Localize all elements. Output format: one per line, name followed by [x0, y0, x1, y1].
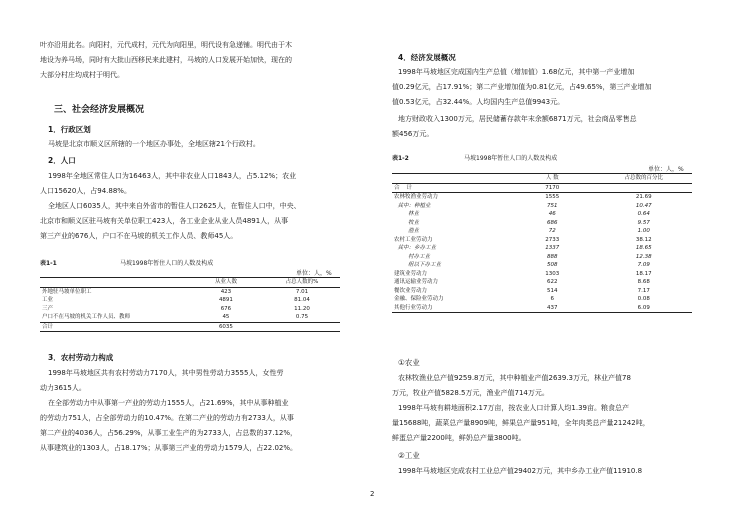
table-cell: 合计 [42, 323, 54, 330]
table-cell: 合 计 [394, 184, 412, 191]
table-row [392, 287, 692, 296]
paragraph-line: 1998年马坡地区完成农村工业总产值29402万元，其中乡办工业产值11910.8 [398, 467, 643, 475]
table-cell: 7.17 [637, 287, 650, 294]
subsection-title: ①农业 [398, 358, 420, 367]
table-cell: 户口不在马坡的机关工作人员、教师 [42, 314, 131, 320]
table-row [40, 322, 340, 332]
table-cell: 45 [222, 314, 230, 320]
paragraph-line: 量15688吨，蔬菜总产量8909吨，鲜果总产量951吨，全年肉类总产量21242吨， [392, 419, 650, 427]
table-unit: 单位：人，% [648, 166, 684, 173]
paragraph-line: 1998年马坡地区共有农村劳动力7170人，其中男性劳动力3555人，女性劳 [48, 369, 284, 377]
table-caption-number: 表1-2 [392, 155, 409, 162]
table-cell: 7.01 [295, 288, 309, 295]
table-row [40, 287, 340, 296]
table-header: 人 数 [545, 175, 559, 181]
table-cell: 金融、保险业劳动力 [394, 296, 444, 302]
labor-table-body [392, 183, 692, 313]
table-cell: 38.12 [635, 236, 652, 243]
table-cell: 其中：乡办工业 [394, 245, 436, 251]
table-row [40, 296, 340, 305]
table-cell: 0.75 [295, 314, 309, 320]
table-row [392, 304, 692, 313]
table-cell: 423 [220, 288, 232, 295]
table-cell: 4891 [218, 297, 233, 303]
table-cell: 村办工业 [394, 253, 430, 260]
table-row [40, 305, 340, 314]
table-cell: 建筑业劳动力 [394, 270, 428, 277]
table-row [392, 236, 692, 245]
table-cell: 18.17 [635, 270, 652, 277]
table-cell: 1337 [545, 245, 560, 251]
table-cell: 6.09 [637, 304, 650, 311]
table-cell: 林业 [394, 211, 419, 217]
paragraph-line: 万元，牧业产值5828.5万元，渔业产值714万元。 [392, 389, 549, 397]
paragraph-line: 1998年马坡地区完成国内生产总值（增加值）1.68亿元，其中第一产业增加 [398, 68, 635, 76]
table-cell: 0.64 [637, 211, 650, 217]
page-number: 2 [370, 490, 375, 498]
paragraph-line: 的劳动力751人，占全部劳动力的10.47%。在第二产业的劳动力有2733人，从事 [40, 414, 294, 422]
table-cell: 6035 [218, 323, 233, 330]
table-cell: 686 [547, 219, 558, 226]
paragraph-line: 人口15620人，占94.88%。 [40, 187, 131, 195]
table-cell: 11.20 [294, 305, 310, 312]
table-cell: 81.04 [294, 297, 310, 303]
paragraph-line: 1998年全地区常住人口为16463人，其中非农业人口1843人，占5.12%；农业 [48, 172, 297, 180]
table-cell: 7.09 [637, 262, 650, 268]
table-caption: 马坡1998年暂住人口的人数及构成 [120, 260, 214, 267]
paragraph: 马坡是北京市顺义区所辖的一个地区办事处，全地区辖21个行政村。 [48, 140, 260, 148]
table-cell: 外地驻马坡单位职工 [42, 288, 92, 295]
paragraph-line: 地方财政收入1300万元，居民储蓄存款年末余额6871万元，社会商品零售总 [398, 115, 637, 123]
table-header [392, 174, 509, 184]
table-cell: 10.47 [635, 202, 652, 209]
table-cell: 46 [548, 211, 556, 217]
table-cell: 9.57 [637, 219, 650, 226]
table-row [392, 261, 692, 270]
table-cell: 7170 [545, 184, 560, 191]
paragraph-line: 全地区人口6035人，其中来自外省市的暂住人口2625人，在暂住人口中，中央、 [48, 202, 301, 210]
table-row [392, 295, 692, 304]
paragraph-line: 北京市和顺义区驻马坡有关单位职工423人，各工业企业从业人员4891人，从事 [40, 217, 289, 225]
table-cell: 通讯运输业劳动力 [394, 279, 439, 285]
intro-line: 大部分村庄均成村于明代。 [40, 71, 124, 79]
table-cell [264, 322, 340, 332]
table-cell: 组以下办工业 [394, 262, 441, 268]
table-cell: 餐饮业劳动力 [394, 287, 428, 294]
table-row [392, 193, 692, 202]
table-row [40, 313, 340, 322]
paragraph-line: 额456万元。 [392, 130, 434, 138]
paragraph-line: 在全部劳动力中从事第一产业的劳动力1555人，占21.69%，其中从事种植业 [48, 399, 289, 407]
table-cell: 农村工业劳动力 [394, 236, 433, 243]
subsection-title: ②工业 [398, 451, 420, 460]
subsection-title: 2．人口 [48, 156, 76, 165]
table-cell: 12.38 [635, 253, 652, 260]
paragraph-line: 值0.53亿元，占32.44%。人均国内生产总值9943元。 [392, 98, 565, 106]
population-table [40, 277, 340, 332]
subsection-title: 3．农村劳动力构成 [48, 353, 114, 362]
table-row [392, 244, 692, 253]
table-cell: 6 [550, 296, 554, 302]
paragraph-line: 第三产业的676人，户口不在马坡的机关工作人员、教师45人。 [40, 232, 238, 240]
table-unit: 单位：人，% [296, 270, 332, 277]
intro-line: 叶亦沿用此名。向阳村，元代成村，元代为向阳里，明代设有急递铺。明代由于木 [40, 41, 292, 49]
table-row [392, 202, 692, 211]
table-cell: 1555 [545, 194, 560, 200]
table-header: 占总数的百分比 [624, 175, 663, 181]
subsection-title: 4．经济发展概况 [398, 53, 456, 62]
table-row [392, 270, 692, 279]
table-cell: 8.68 [637, 279, 650, 285]
subsection-title: 1．行政区划 [48, 125, 91, 134]
table-cell: 0.08 [637, 296, 650, 302]
labor-table [392, 173, 692, 313]
table-row [392, 253, 692, 262]
table-cell: 农林牧渔业劳动力 [394, 194, 439, 200]
table-row [392, 227, 692, 236]
table-cell: 三产 [42, 305, 54, 312]
table-cell: 676 [220, 305, 232, 312]
table-cell: 牧业 [394, 219, 419, 226]
table-row [392, 210, 692, 219]
paragraph-line: 鲜蛋总产量2200吨，鲜奶总产量3800吨。 [392, 434, 526, 442]
table-row [392, 278, 692, 287]
table-cell: 渔业 [394, 228, 419, 234]
table-cell: 622 [547, 279, 558, 285]
paragraph-line: 值0.29亿元，占17.91%；第二产业增加值为0.81亿元，占49.65%，第三产业增加 [392, 83, 652, 91]
paragraph-line: 农林牧渔业总产值9259.8万元，其中种植业产值2639.3万元，林业产值78 [398, 374, 631, 382]
table-cell: 1.00 [637, 228, 650, 234]
paragraph-line: 第二产业的4036人，占56.29%，从事工业生产的为2733人，占总数的37.12%， [40, 429, 298, 437]
table-cell: 其中：种植业 [394, 202, 431, 209]
table-caption-number: 表1-1 [40, 260, 57, 267]
table-cell: 工业 [42, 297, 54, 303]
table-header [40, 278, 188, 288]
section-title: 三、社会经济发展概况 [54, 105, 145, 115]
paragraph-line: 1998年马坡有耕地面积2.17万亩，按农业人口计算人均1.39亩。粮食总产 [398, 404, 629, 412]
table-cell: 21.69 [635, 194, 652, 200]
intro-line: 地设为养马场，同时有大批山西移民来此建村，马坡的人口发展开始加快，现在的 [40, 56, 292, 64]
table-cell: 888 [547, 253, 558, 260]
paragraph-line: 动力3615人。 [40, 384, 86, 392]
table-cell: 1303 [545, 270, 560, 277]
table-cell [595, 183, 692, 193]
table-cell: 18.65 [635, 245, 652, 251]
table-cell: 其他行业劳动力 [394, 304, 433, 311]
table-cell: 514 [547, 287, 558, 294]
table-cell: 751 [547, 202, 558, 209]
table-caption: 马坡1998年暂住人口的人数及构成 [464, 155, 558, 162]
paragraph-line: 从事建筑业的1303人，占18.17%；从事第三产业的劳动力1579人，占22.02%。 [40, 444, 298, 452]
table-cell: 72 [548, 228, 556, 234]
table-row [392, 183, 692, 193]
table-header: 从业人数 [214, 279, 237, 285]
table-cell: 508 [547, 262, 558, 268]
table-cell: 2733 [545, 236, 560, 243]
table-row [392, 219, 692, 228]
table-cell: 437 [547, 304, 558, 311]
table-header: 占总人数的% [285, 279, 319, 285]
